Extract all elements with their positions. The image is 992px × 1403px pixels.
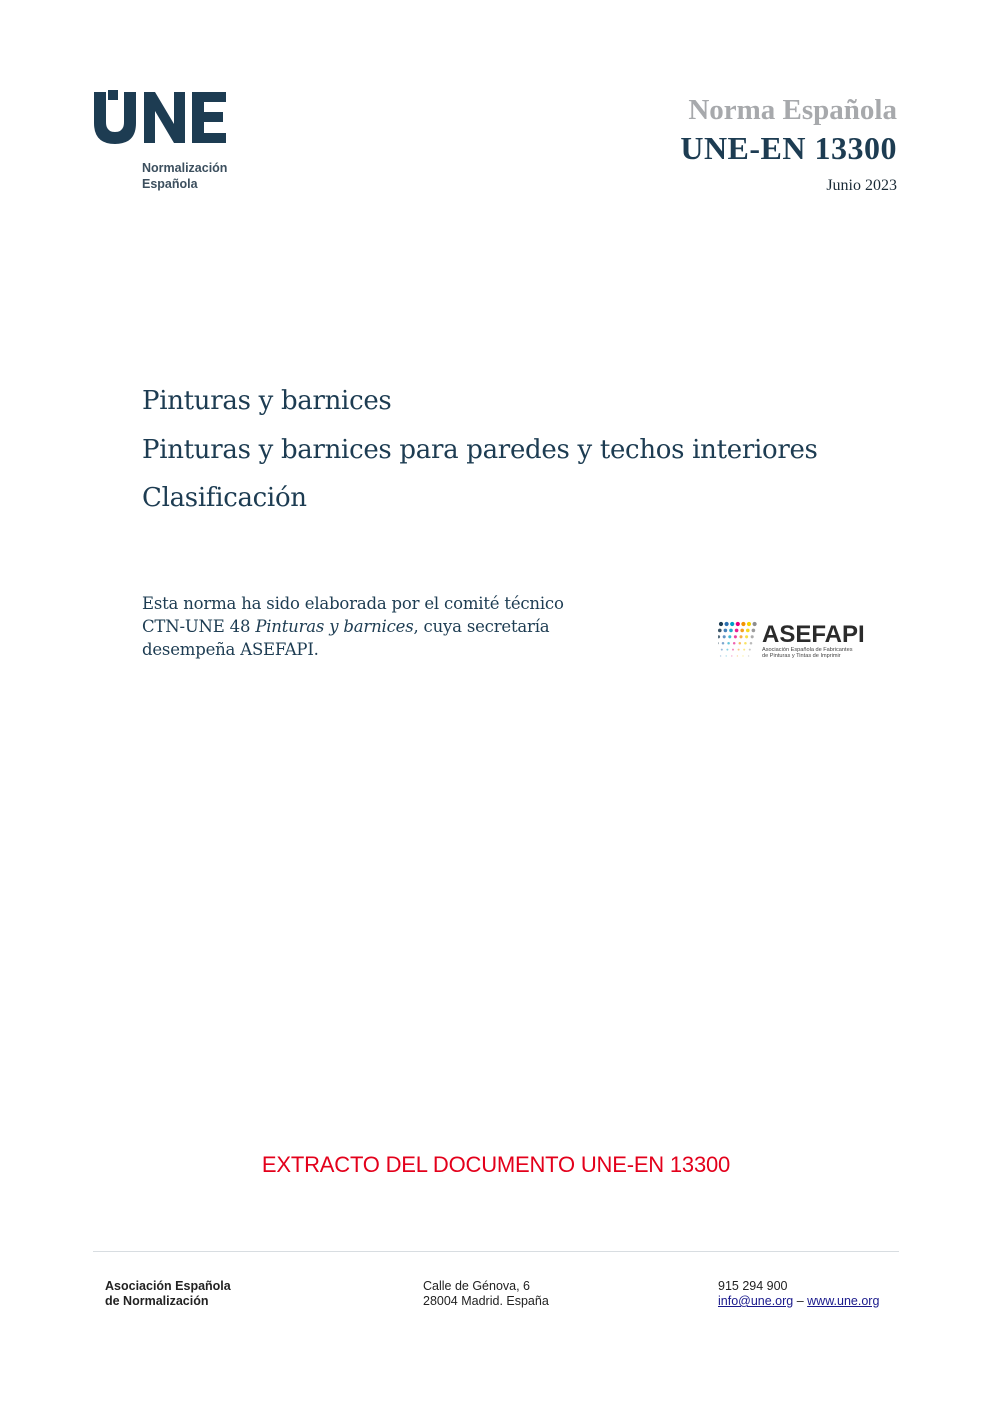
committee-line-3: desempeña ASEFAPI. xyxy=(142,640,319,659)
asefapi-dot xyxy=(721,649,723,651)
asefapi-dot xyxy=(744,642,747,645)
norma-date: Junio 2023 xyxy=(826,177,897,194)
footer-addr-line2: 28004 Madrid. España xyxy=(423,1294,549,1308)
asefapi-dot xyxy=(727,642,730,645)
asefapi-dot xyxy=(719,622,723,626)
footer-contact xyxy=(718,1279,879,1309)
committee-name: Pinturas y barnices xyxy=(255,617,414,636)
asefapi-dot xyxy=(750,642,753,645)
logo-subtitle-line2: Española xyxy=(142,177,198,191)
asefapi-dot xyxy=(722,642,725,645)
website-link[interactable]: www.une.org xyxy=(807,1294,880,1308)
footer-links xyxy=(718,1294,879,1309)
title-line-3: Clasificación xyxy=(142,483,307,513)
asefapi-dot xyxy=(720,655,721,656)
committee-statement xyxy=(142,592,662,661)
title-line-2: Pinturas y barnices para paredes y techos interiores xyxy=(142,435,818,465)
title-line-1: Pinturas y barnices xyxy=(142,386,392,416)
asefapi-dot xyxy=(735,629,739,633)
footer-address xyxy=(423,1279,549,1309)
asefapi-dot xyxy=(729,629,733,633)
asefapi-dot xyxy=(726,655,727,656)
asefapi-dot xyxy=(725,622,729,626)
asefapi-dot xyxy=(739,635,742,638)
asefapi-dot xyxy=(752,629,756,633)
asefapi-subtitle-line2: de Pinturas y Tintas de Imprimir xyxy=(762,653,841,660)
asefapi-dot xyxy=(739,642,742,645)
asefapi-dot xyxy=(738,649,740,651)
committee-line-2 xyxy=(142,615,662,638)
footer-addr-line1: Calle de Génova, 6 xyxy=(423,1279,531,1293)
asefapi-dot xyxy=(745,635,748,638)
extract-notice: EXTRACTO DEL DOCUMENTO UNE-EN 13300 xyxy=(261,1152,731,1177)
asefapi-dot xyxy=(741,622,745,626)
committee-suffix: , cuya secretaría xyxy=(413,617,550,636)
une-wordmark-icon xyxy=(92,88,232,146)
footer-divider xyxy=(93,1251,899,1252)
asefapi-dot xyxy=(718,629,722,633)
asefapi-dot xyxy=(734,635,737,638)
committee-line-1: Esta norma ha sido elaborada por el comité técnico xyxy=(142,594,564,613)
asefapi-dot xyxy=(742,655,743,656)
footer-organization xyxy=(105,1279,231,1309)
asefapi-dot xyxy=(730,622,734,626)
asefapi-name: ASEFAPI xyxy=(762,621,865,648)
footer-separator: – xyxy=(793,1294,808,1308)
email-link[interactable]: info@une.org xyxy=(718,1294,794,1308)
asefapi-dot xyxy=(749,649,751,651)
norma-label: Norma Española xyxy=(688,94,897,126)
asefapi-dot xyxy=(724,629,728,633)
logo-subtitle-line1: Normalización xyxy=(142,161,228,175)
asefapi-dot xyxy=(748,655,749,656)
une-logo xyxy=(92,88,232,198)
asefapi-logo xyxy=(718,620,868,662)
asefapi-dot xyxy=(726,649,728,651)
asefapi-dot xyxy=(723,635,726,638)
asefapi-dot xyxy=(733,642,736,645)
asefapi-dot xyxy=(746,629,750,633)
asefapi-dot xyxy=(728,635,731,638)
footer-org-line1: Asociación Española xyxy=(105,1279,231,1293)
asefapi-dot xyxy=(740,629,744,633)
asefapi-dot xyxy=(718,642,719,645)
asefapi-dot xyxy=(743,649,745,651)
asefapi-dots-icon xyxy=(718,620,760,662)
asefapi-dot xyxy=(731,655,732,656)
asefapi-subtitle xyxy=(762,647,853,659)
footer-org-line2: de Normalización xyxy=(105,1294,209,1308)
footer-phone: 915 294 900 xyxy=(718,1279,788,1293)
asefapi-dot xyxy=(718,635,720,638)
norma-code: UNE-EN 13300 xyxy=(680,130,897,166)
asefapi-dot xyxy=(732,649,734,651)
asefapi-dot xyxy=(751,635,754,638)
asefapi-subtitle-line1: Asociación Española de Fabricantes xyxy=(762,647,853,653)
committee-prefix: CTN-UNE 48 xyxy=(142,617,256,636)
asefapi-dot xyxy=(753,622,757,626)
asefapi-dot xyxy=(736,622,740,626)
asefapi-dot xyxy=(747,622,751,626)
asefapi-dot xyxy=(737,655,738,656)
